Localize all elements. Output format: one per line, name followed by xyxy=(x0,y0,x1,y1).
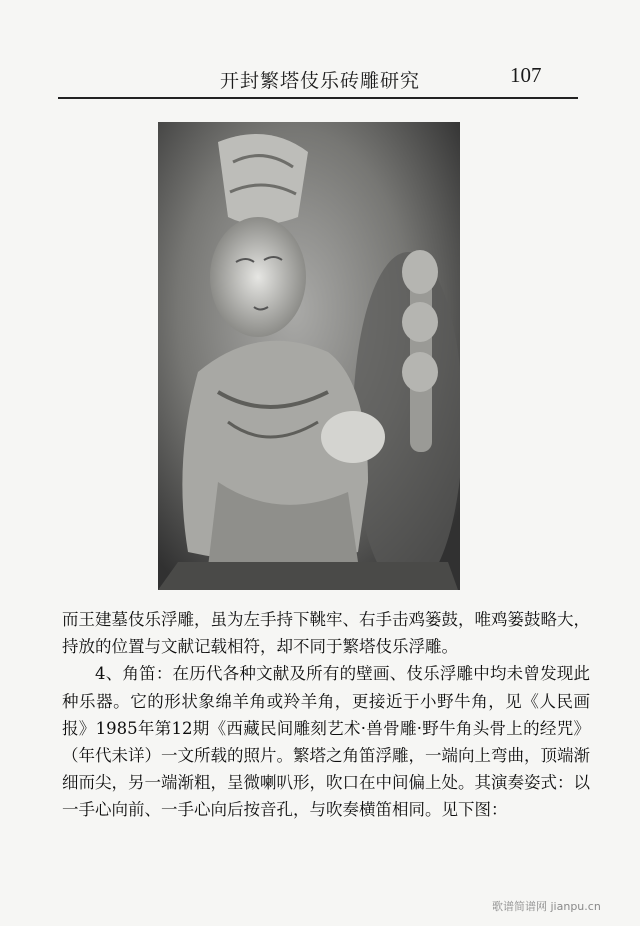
page-number: 107 xyxy=(510,63,542,87)
bodhisattva-relief-icon xyxy=(158,122,460,590)
header-divider xyxy=(58,97,578,99)
paragraph-2: 4、角笛：在历代各种文献及所有的壁画、伎乐浮雕中均未曾发现此种乐器。它的形状象绵羊角或羚羊角，更接近于小野牛角，见《人民画报》1985年第12期《西藏民间雕刻艺术·兽骨雕·野牛角头骨上的经咒》（年代未详）一文所载的照片。繁塔之角笛浮雕，一端向上弯曲，顶端渐细而尖，另一端渐粗，呈微喇叭形，吹口在中间偏上处。其演奏姿式：以一手心向前、一手心向后按音孔，与吹奏横笛相同。见下图： xyxy=(62,664,590,820)
running-title: 开封繁塔伎乐砖雕研究 xyxy=(220,70,421,92)
site-watermark: 歌谱简谱网 jianpu.cn xyxy=(492,900,601,913)
paragraph-1: 而王建墓伎乐浮雕，虽为左手持下鞉牢、右手击鸡篓鼓，唯鸡篓鼓略大，持放的位置与文献记载相符，却不同于繁塔伎乐浮雕。 xyxy=(62,610,590,657)
body-text xyxy=(62,606,590,824)
relief-photo xyxy=(158,122,460,590)
